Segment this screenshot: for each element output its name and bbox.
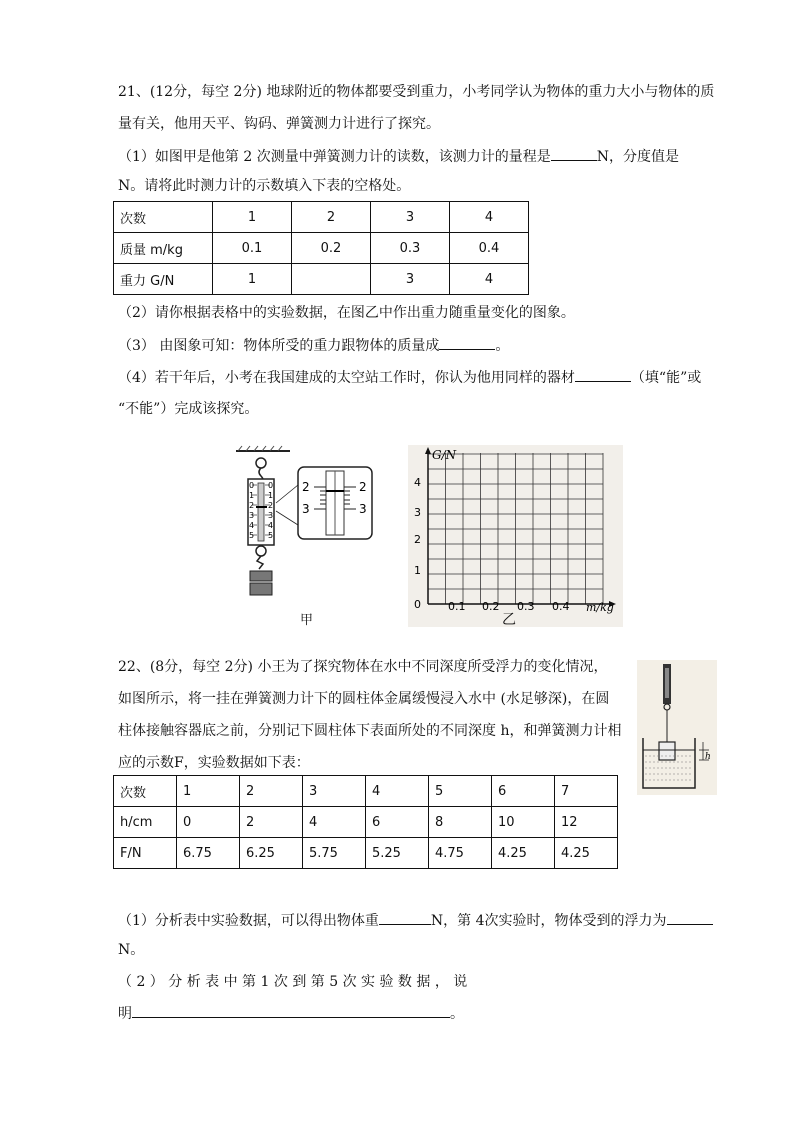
- q21-part2: （2）请你根据表格中的实验数据，在图乙中作出重力随重量变化的图象。: [118, 305, 575, 321]
- q21-range-blank[interactable]: [551, 146, 597, 161]
- scale-tick-label: 1: [249, 491, 255, 500]
- table-cell: 7: [555, 776, 618, 807]
- table-cell: 4.25: [555, 838, 618, 869]
- x-axis-label: m/kg: [586, 601, 614, 614]
- table-cell: 6: [492, 776, 555, 807]
- scale-tick-label: 2: [249, 501, 255, 510]
- table-cell: 0.2: [292, 233, 371, 264]
- table-cell: 1: [177, 776, 240, 807]
- table-cell: 0.3: [371, 233, 450, 264]
- q21-part4: [118, 367, 718, 388]
- origin-label: 0: [414, 598, 421, 611]
- y-tick-label: 4: [414, 476, 421, 489]
- q22-line-1: 22、(8分，每空 2分) 小王为了探究物体在水中不同深度所受浮力的变化情况，: [118, 659, 608, 675]
- q22-part2-b: 明: [118, 1006, 132, 1022]
- q21-part3-a: （3） 由图象可知：物体所受的重力跟物体的质量成: [118, 338, 440, 354]
- q22-part1-a: （1）分析表中实验数据，可以得出物体重: [118, 913, 379, 929]
- figure-jia: [228, 445, 393, 628]
- scale-tick-label: 5: [249, 531, 255, 540]
- scale-tick-label: 3: [249, 511, 255, 520]
- table-cell: 次数: [114, 202, 213, 233]
- figure-yi-label: 乙: [502, 612, 516, 628]
- y-tick-label: 1: [414, 564, 421, 577]
- table-row: [114, 838, 618, 869]
- table-cell: 0.1: [213, 233, 292, 264]
- table-row: [114, 776, 618, 807]
- table-cell: 6.75: [177, 838, 240, 869]
- q21-part1: [118, 146, 718, 167]
- q21-line-1: 21、(12分，每空 2分) 地球附近的物体都要受到重力，小考同学认为物体的重力大小与物体的质: [118, 84, 715, 100]
- q21-line-2: 量有关，他用天平、钩码、弹簧测力计进行了探究。: [118, 116, 440, 132]
- zoom-label: 3: [302, 502, 310, 516]
- q22-part2-cont: [118, 1003, 718, 1024]
- q22-buoyancy-blank[interactable]: [667, 910, 713, 925]
- table-cell: 3: [303, 776, 366, 807]
- x-tick-label: 0.1: [448, 600, 466, 613]
- y-axis-label: G/N: [432, 448, 457, 462]
- q21-relation-blank[interactable]: [439, 335, 495, 350]
- x-tick-label: 0.3: [517, 600, 535, 613]
- y-tick-label: 2: [414, 533, 421, 546]
- table-cell: 10: [492, 807, 555, 838]
- table-cell: 4: [303, 807, 366, 838]
- table-cell: 4: [450, 264, 529, 295]
- table-cell: 4: [450, 202, 529, 233]
- q22-part2: （ 2 ） 分 析 表 中 第 1 次 到 第 5 次 实 验 数 据 ， 说: [118, 974, 468, 990]
- beaker-figure: [637, 660, 717, 795]
- table-row: [114, 807, 618, 838]
- table-cell: 次数: [114, 776, 177, 807]
- figure-yi: [408, 445, 623, 627]
- table-cell: 8: [429, 807, 492, 838]
- table-cell: 5.75: [303, 838, 366, 869]
- table-cell: 3: [371, 202, 450, 233]
- table-cell: 2: [292, 202, 371, 233]
- table-cell: 1: [213, 264, 292, 295]
- q21-part4-cont: “不能”）完成该探究。: [118, 401, 259, 417]
- table-cell: 6.25: [240, 838, 303, 869]
- table-cell: 2: [240, 807, 303, 838]
- q22-line-4: 应的示数F，实验数据如下表：: [118, 755, 310, 771]
- q22-data-table: [113, 775, 618, 869]
- zoom-label: 2: [302, 480, 310, 494]
- table-cell: 5: [429, 776, 492, 807]
- table-cell: 质量 m/kg: [114, 233, 213, 264]
- scale-tick-label: 0: [268, 481, 274, 490]
- figure-jia-label: 甲: [300, 613, 314, 628]
- table-cell: 4.25: [492, 838, 555, 869]
- graph-grid: [408, 445, 623, 627]
- q21-part4-b: （填“能”或: [630, 370, 702, 386]
- q21-part4-a: （4）若干年后，小考在我国建成的太空站工作时，你认为他用同样的器材: [118, 370, 575, 386]
- table-row: [114, 233, 529, 264]
- q21-data-table: [113, 201, 529, 295]
- zoom-label: 3: [359, 502, 367, 516]
- depth-label: h: [705, 752, 711, 762]
- q22-conclusion-blank[interactable]: [132, 1003, 450, 1018]
- table-cell: 0.4: [450, 233, 529, 264]
- weight-answer-cell[interactable]: [292, 264, 371, 295]
- x-tick-label: 0.2: [482, 600, 500, 613]
- table-cell: 0: [177, 807, 240, 838]
- table-cell: 6: [366, 807, 429, 838]
- y-tick-label: 3: [414, 506, 421, 519]
- q21-part3-b: 。: [495, 338, 510, 354]
- q21-space-blank[interactable]: [575, 367, 631, 382]
- scale-tick-label: 2: [268, 501, 274, 510]
- q21-part1-cont: N。请将此时测力计的示数填入下表的空格处。: [118, 178, 411, 194]
- table-cell: 3: [371, 264, 450, 295]
- table-cell: 12: [555, 807, 618, 838]
- q22-line-2: 如图所示，将一挂在弹簧测力计下的圆柱体金属缓慢浸入水中 (水足够深)，在圆: [118, 691, 610, 707]
- table-cell: 4: [366, 776, 429, 807]
- table-row: [114, 264, 529, 295]
- q21-part1-a: （1）如图甲是他第 2 次测量中弹簧测力计的读数，该测力计的量程是: [118, 149, 551, 165]
- scale-tick-label: 1: [268, 491, 274, 500]
- table-cell: 5.25: [366, 838, 429, 869]
- q22-part2-c: 。: [450, 1006, 464, 1022]
- zoom-label: 2: [359, 480, 367, 494]
- scale-tick-label: 0: [249, 481, 255, 490]
- spring-scale-diagram: [228, 445, 393, 625]
- beaker-diagram: [637, 660, 717, 795]
- q22-line-3: 柱体接触容器底之前，分别记下圆柱体下表面所处的不同深度 h，和弹簧测力计相: [118, 723, 622, 739]
- q22-part1: [118, 910, 718, 931]
- scale-tick-label: 3: [268, 511, 274, 520]
- scale-tick-label: 4: [249, 521, 255, 530]
- scale-tick-label: 5: [268, 531, 274, 540]
- table-cell: h/cm: [114, 807, 177, 838]
- x-tick-label: 0.4: [552, 600, 570, 613]
- q21-part1-b: N，分度值是: [596, 149, 679, 165]
- table-cell: 重力 G/N: [114, 264, 213, 295]
- table-row: [114, 202, 529, 233]
- q22-weight-blank[interactable]: [379, 910, 431, 925]
- table-cell: 2: [240, 776, 303, 807]
- q22-part1-cont: N。: [118, 942, 145, 958]
- table-cell: 1: [213, 202, 292, 233]
- q21-part3: [118, 335, 718, 356]
- scale-tick-label: 4: [268, 521, 274, 530]
- table-cell: 4.75: [429, 838, 492, 869]
- table-cell: F/N: [114, 838, 177, 869]
- q22-part1-b: N，第 4次实验时，物体受到的浮力为: [430, 913, 667, 929]
